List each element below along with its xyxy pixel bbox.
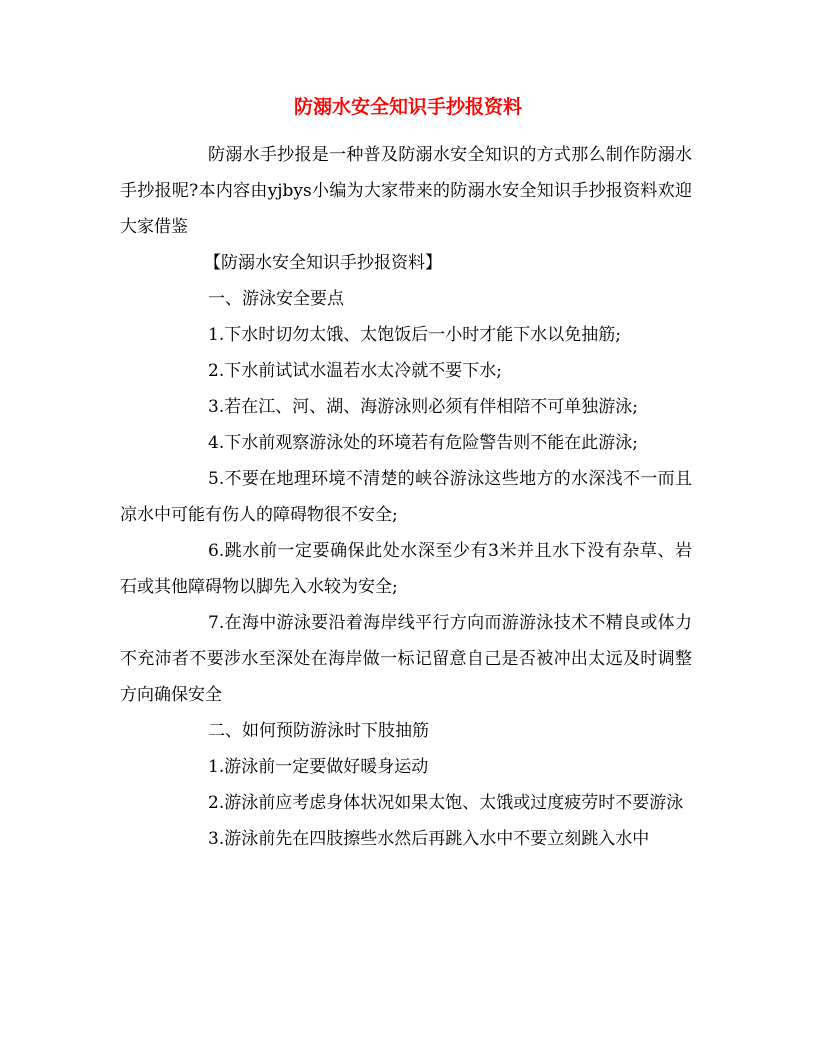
list-item-4: 4.下水前观察游泳处的环境若有危险警告则不能在此游泳; [208, 433, 638, 453]
list-item-5: 5.不要在地理环境不清楚的峡谷游泳这些地方的水深浅不一而且凉水中可能有伤人的障碍物很不安全; [120, 469, 692, 525]
list-item-6: 6.跳水前一定要确保此处水深至少有3米并且水下没有杂草、岩石或其他障碍物以脚先入水较为安全; [120, 541, 692, 597]
section-heading-bracket: 【防溺水安全知识手抄报资料】 [204, 253, 442, 273]
list-item-2: 2.下水前试试水温若水太冷就不要下水; [208, 361, 502, 381]
section-heading-cramp-prevention: 二、如何预防游泳时下肢抽筋 [208, 721, 429, 741]
list-item-1: 1.下水时切勿太饿、太饱饭后一小时才能下水以免抽筋; [208, 325, 621, 345]
document-title: 防溺水安全知识手抄报资料 [293, 96, 522, 118]
list-item-3: 3.若在江、河、湖、海游泳则必须有伴相陪不可单独游泳; [208, 397, 638, 417]
cramp-item-1: 1.游泳前一定要做好暖身运动 [208, 757, 429, 777]
intro-paragraph: 防溺水手抄报是一种普及防溺水安全知识的方式那么制作防溺水手抄报呢?本内容由yjbys小编为大家带来的防溺水安全知识手抄报资料欢迎大家借鉴 [120, 145, 692, 237]
cramp-item-3: 3.游泳前先在四肢擦些水然后再跳入水中不要立刻跳入水中 [208, 829, 650, 849]
list-item-7: 7.在海中游泳要沿着海岸线平行方向而游游泳技术不精良或体力不充沛者不要涉水至深处在海岸做一标记留意自己是否被冲出太远及时调整方向确保安全 [120, 613, 692, 705]
cramp-item-2: 2.游泳前应考虑身体状况如果太饱、太饿或过度疲劳时不要游泳 [208, 793, 684, 813]
document-body [120, 137, 692, 857]
section-heading-swimming-safety: 一、游泳安全要点 [208, 289, 344, 309]
